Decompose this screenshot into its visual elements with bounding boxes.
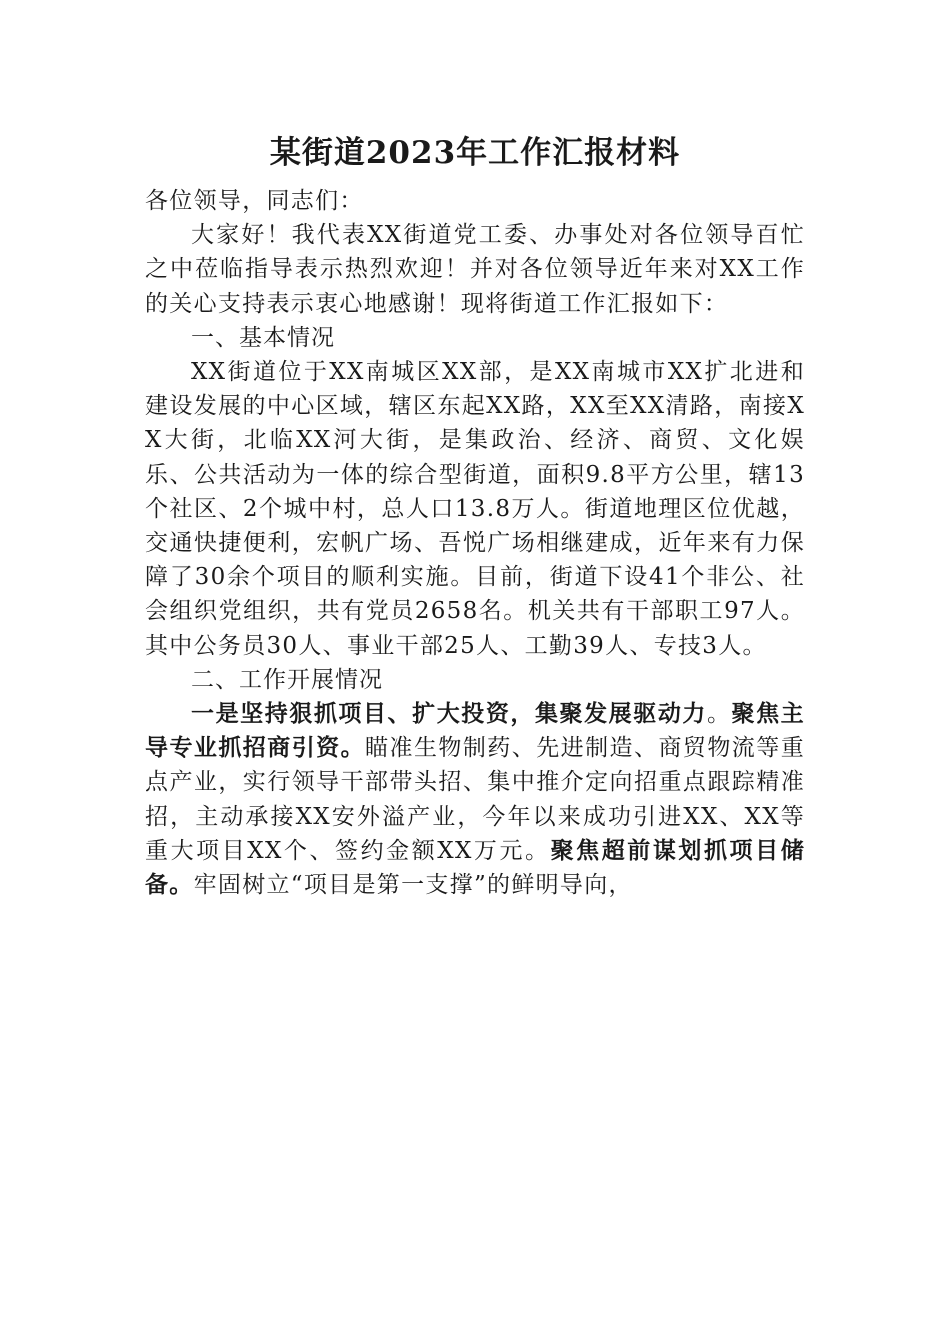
subheading-project-reserve: 聚焦超前谋划抓项目储备。	[145, 836, 805, 899]
project-reserve-text: 牢固树立“项目是第一支撑”的鲜明导向，	[193, 872, 633, 899]
document-content	[145, 128, 805, 902]
intro-paragraph: 大家好！我代表XX街道党工委、办事处对各位领导百忙之中莅临指导表示热烈欢迎！并对各位领导近年来对XX工作的关心支持表示衷心地感谢！现将街道工作汇报如下：	[145, 222, 805, 317]
subheading-investment: 聚焦主导专业抓招商引资。	[145, 700, 805, 762]
section-heading-work-progress: 二、工作开展情况	[191, 666, 383, 693]
basic-info-paragraph: XX街道位于XX南城区XX部，是XX南城市XX扩北进和建设发展的中心区域，辖区东起XX路，XX至XX清路，南接XX大街，北临XX河大街，是集政治、经济、商贸、文化娱乐、公共活动为一体的综合型街道，面积9.8平方公里，辖13个社区、2个城中村，总人口13.8万人。街道地理区位优越，交通快捷便利，宏帆广场、吾悦广场相继建成，近年来有力保障了30余个项目的顺利实施。目前，街道下设41个非公、社会组织党组织，共有党员2658名。机关共有干部职工97人。其中公务员30人、事业干部25人、工勤39人、专技3人。	[145, 359, 805, 659]
greeting: 各位领导，同志们：	[145, 188, 364, 214]
document-title: 某街道2023年工作汇报材料	[269, 135, 681, 171]
lead-punctuation: 。	[706, 701, 732, 728]
lead-sentence: 一是坚持狠抓项目、扩大投资，集聚发展驱动力	[191, 700, 707, 728]
investment-text: 瞄准生物制药、先进制造、商贸物流等重点产业，实行领导干部带头招、集中推介定向招重点跟踪精准招，主动承接XX安外溢产业，今年以来成功引进XX、XX等重大项目XX个、签约金额XX万元。	[145, 735, 805, 864]
section-heading-basic-info: 一、基本情况	[191, 324, 335, 351]
work-progress-paragraph	[145, 697, 805, 902]
